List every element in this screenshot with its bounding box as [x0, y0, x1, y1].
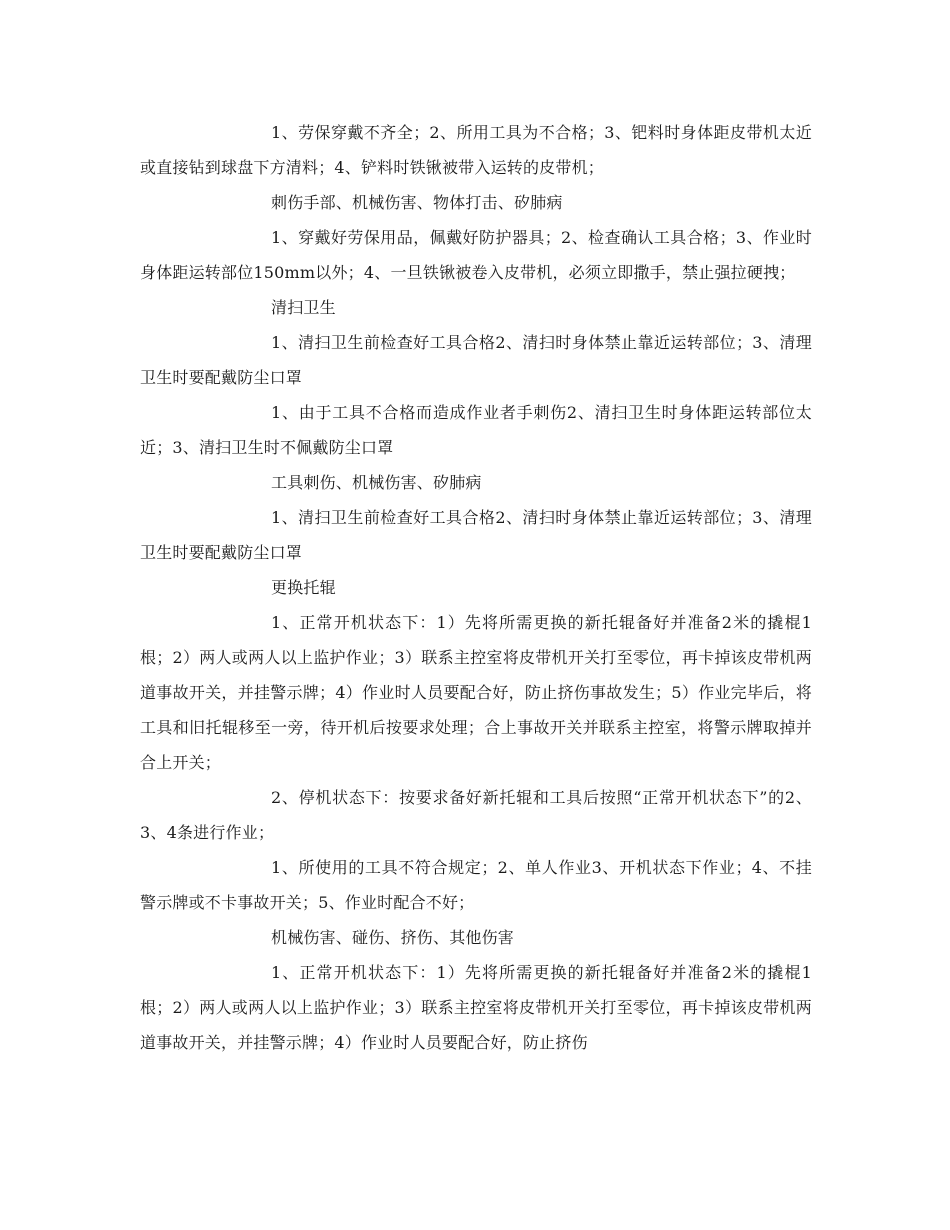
- paragraph-hazard-types-roller: 机械伤害、碰伤、挤伤、其他伤害: [271, 928, 515, 947]
- paragraph-hazard-causes-roller: 1、所使用的工具不符合规定；2、单人作业3、开机状态下作业；4、不挂警示牌或不卡事故开关；5、作业时配合不好；: [140, 858, 812, 912]
- paragraph-hazard-causes-loading: 1、劳保穿戴不齐全；2、所用工具为不合格；3、钯料时身体距皮带机太近或直接钻到球盘下方清料；4、铲料时铁锹被带入运转的皮带机；: [140, 123, 812, 177]
- paragraph-measures-roller: 1、正常开机状态下：1）先将所需更换的新托辊备好并准备2米的撬棍1根；2）两人或两人以上监护作业；3）联系主控室将皮带机开关打至零位，再卡掉该皮带机两道事故开关，并挂警示牌；4）作业时人员要配合好，防止挤伤: [140, 963, 812, 1052]
- paragraph-task-roller-replacement: 更换托辊: [271, 578, 336, 597]
- paragraph-steps-cleaning: 1、清扫卫生前检查好工具合格2、清扫时身体禁止靠近运转部位；3、清理卫生时要配戴防尘口罩: [140, 333, 812, 387]
- document-body: [140, 115, 812, 1060]
- paragraph-task-cleaning: 清扫卫生: [271, 298, 336, 317]
- paragraph-measures-cleaning: 1、清扫卫生前检查好工具合格2、清扫时身体禁止靠近运转部位；3、清理卫生时要配戴防尘口罩: [140, 508, 812, 562]
- paragraph-steps-stopped-state: 2、停机状态下：按要求备好新托辊和工具后按照“正常开机状态下”的2、3、4条进行作业；: [140, 788, 812, 842]
- paragraph-steps-running-state: 1、正常开机状态下：1）先将所需更换的新托辊备好并准备2米的撬棍1根；2）两人或两人以上监护作业；3）联系主控室将皮带机开关打至零位，再卡掉该皮带机两道事故开关，并挂警示牌；4）作业时人员要配合好，防止挤伤事故发生；5）作业完毕后，将工具和旧托辊移至一旁，待开机后按要求处理；合上事故开关并联系主控室，将警示牌取掉并合上开关；: [140, 613, 812, 772]
- paragraph-hazard-causes-cleaning: 1、由于工具不合格而造成作业者手刺伤2、清扫卫生时身体距运转部位太近；3、清扫卫生时不佩戴防尘口罩: [140, 403, 812, 457]
- paragraph-hazard-types-cleaning: 工具刺伤、机械伤害、矽肺病: [271, 473, 482, 492]
- paragraph-measures-loading: 1、穿戴好劳保用品，佩戴好防护器具；2、检查确认工具合格；3、作业时身体距运转部位150mm以外；4、一旦铁锹被卷入皮带机，必须立即撒手，禁止强拉硬拽；: [140, 228, 812, 282]
- paragraph-hazard-types-loading: 刺伤手部、机械伤害、物体打击、矽肺病: [271, 193, 563, 212]
